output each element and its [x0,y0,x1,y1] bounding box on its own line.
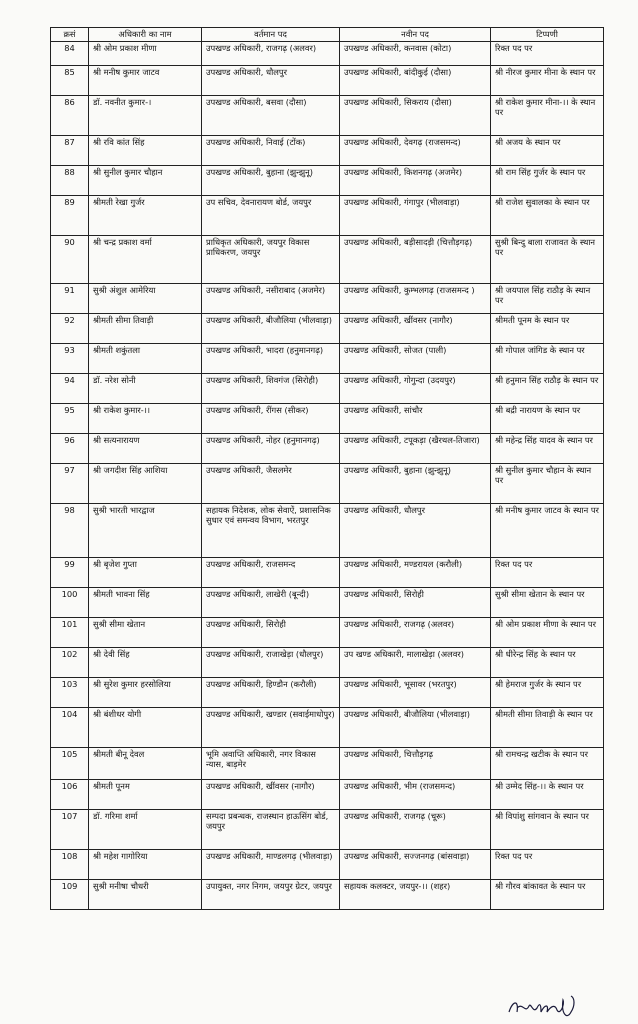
new-post-cell: उपखण्ड अधिकारी, बीजौलिया (भीलवाड़ा) [340,707,491,747]
table-row [51,41,604,65]
table-body [51,41,604,909]
new-post-cell: उपखण्ड अधिकारी, किशनगढ़ (अजमेर) [340,165,491,195]
table-row [51,433,604,463]
remark-cell: श्री धीरेन्द्र सिंह के स्थान पर [491,647,604,677]
current-post-cell: उपायुक्त, नगर निगम, जयपुर ग्रेटर, जयपुर [202,879,340,909]
officer-name-cell: श्री चन्द्र प्रकाश वर्मा [89,235,202,283]
current-post-cell: उप सचिव, देवनारायण बोर्ड, जयपुर [202,195,340,235]
new-post-cell: उपखण्ड अधिकारी, बड़ीसादड़ी (चित्तौड़गढ़) [340,235,491,283]
officer-name-cell: श्री रवि कांत सिंह [89,135,202,165]
new-post-cell: उपखण्ड अधिकारी, सिकराय (दौसा) [340,95,491,135]
officer-name-cell: श्री बृजेश गुप्ता [89,557,202,587]
officer-name-cell: श्रीमती भावना सिंह [89,587,202,617]
remark-cell: श्री विपांशु सांगवान के स्थान पर [491,809,604,849]
table-row [51,165,604,195]
current-post-cell: उपखण्ड अधिकारी, जैसलमेर [202,463,340,503]
transfer-table [50,27,604,910]
table-row [51,879,604,909]
remark-cell: रिक्त पद पर [491,41,604,65]
current-post-cell: उपखण्ड अधिकारी, बीजौलिया (भीलवाड़ा) [202,313,340,343]
new-post-cell: उपखण्ड अधिकारी, सांचौर [340,403,491,433]
serial-cell: 95 [51,403,89,433]
officer-name-cell: श्री राकेश कुमार-।। [89,403,202,433]
new-post-cell: उपखण्ड अधिकारी, खींवसर (नागौर) [340,313,491,343]
serial-cell: 90 [51,235,89,283]
new-post-cell: उपखण्ड अधिकारी, सोजत (पाली) [340,343,491,373]
serial-cell: 102 [51,647,89,677]
new-post-cell: उपखण्ड अधिकारी, कनवास (कोटा) [340,41,491,65]
new-post-cell: उपखण्ड अधिकारी, सज्जनगढ़ (बांसवाड़ा) [340,849,491,879]
remark-cell: श्री रामचन्द्र खटीक के स्थान पर [491,747,604,779]
header-officer-name: अधिकारी का नाम [89,28,202,42]
table-row [51,65,604,95]
officer-name-cell: श्री सुनील कुमार चौहान [89,165,202,195]
remark-cell: श्री सुनील कुमार चौहान के स्थान पर [491,463,604,503]
table-row [51,707,604,747]
table-row [51,95,604,135]
remark-cell: श्री उम्मेद सिंह-।। के स्थान पर [491,779,604,809]
remark-cell: श्री राजेश सुवालका के स्थान पर [491,195,604,235]
current-post-cell: उपखण्ड अधिकारी, राजसमन्द [202,557,340,587]
remark-cell: श्री राकेश कुमार मीना-।। के स्थान पर [491,95,604,135]
new-post-cell: उपखण्ड अधिकारी, गोगुन्दा (उदयपुर) [340,373,491,403]
new-post-cell: उपखण्ड अधिकारी, राजगढ़ (अलवर) [340,617,491,647]
officer-name-cell: डॉ. नरेश सोनी [89,373,202,403]
current-post-cell: प्राधिकृत अधिकारी, जयपुर विकास प्राधिकरण, जयपुर [202,235,340,283]
current-post-cell: भूमि अवाप्ति अधिकारी, नगर विकास न्यास, बाड़मेर [202,747,340,779]
serial-cell: 93 [51,343,89,373]
current-post-cell: सहायक निदेशक, लोक सेवाऐं, प्रशासनिक सुधार एवं समन्वय विभाग, भरतपुर [202,503,340,557]
table-row [51,343,604,373]
current-post-cell: उपखण्ड अधिकारी, बसवा (दौसा) [202,95,340,135]
officer-name-cell: श्री सुरेश कुमार हरसोलिया [89,677,202,707]
serial-cell: 99 [51,557,89,587]
current-post-cell: उपखण्ड अधिकारी, खण्डार (सवाईमाधोपुर) [202,707,340,747]
serial-cell: 105 [51,747,89,779]
remark-cell: श्रीमती सीमा तिवाड़ी के स्थान पर [491,707,604,747]
new-post-cell: उपखण्ड अधिकारी, भीम (राजसमन्द) [340,779,491,809]
new-post-cell: उपखण्ड अधिकारी, गंगापुर (भीलवाड़ा) [340,195,491,235]
new-post-cell: उपखण्ड अधिकारी, कुम्भलगढ़ (राजसमन्द ) [340,283,491,313]
table-row [51,617,604,647]
new-post-cell: सहायक कलक्टर, जयपुर-।। (शहर) [340,879,491,909]
officer-name-cell: श्री देवी सिंह [89,647,202,677]
officer-name-cell: डॉ. नवनीत कुमार-। [89,95,202,135]
current-post-cell: उपखण्ड अधिकारी, राजाखेड़ा (धौलपुर) [202,647,340,677]
remark-cell: श्री गौरव बांकावत के स्थान पर [491,879,604,909]
remark-cell: श्री मनीष कुमार जाटव के स्थान पर [491,503,604,557]
officer-name-cell: सुश्री सीमा खेतान [89,617,202,647]
serial-cell: 108 [51,849,89,879]
new-post-cell: उपखण्ड अधिकारी, भूसावर (भरतपुर) [340,677,491,707]
remark-cell: श्री हेमराज गुर्जर के स्थान पर [491,677,604,707]
remark-cell: श्री ओम प्रकाश मीणा के स्थान पर [491,617,604,647]
officer-name-cell: सुश्री मनीषा चौधरी [89,879,202,909]
table-row [51,587,604,617]
table-row [51,403,604,433]
header-current-post: वर्तमान पद [202,28,340,42]
serial-cell: 106 [51,779,89,809]
new-post-cell: उपखण्ड अधिकारी, बांदीकुई (दौसा) [340,65,491,95]
officer-name-cell: श्री बंशीधर योगी [89,707,202,747]
officer-name-cell: श्रीमती सीमा तिवाड़ी [89,313,202,343]
header-new-post: नवीन पद [340,28,491,42]
current-post-cell: उपखण्ड अधिकारी, निवाई (टोंक) [202,135,340,165]
current-post-cell: उपखण्ड अधिकारी, भादरा (हनुमानगढ़) [202,343,340,373]
table-row [51,503,604,557]
serial-cell: 88 [51,165,89,195]
serial-cell: 89 [51,195,89,235]
remark-cell: श्री राम सिंह गुर्जर के स्थान पर [491,165,604,195]
current-post-cell: उपखण्ड अधिकारी, नसीराबाद (अजमेर) [202,283,340,313]
remark-cell: सुश्री सीमा खेतान के स्थान पर [491,587,604,617]
new-post-cell: उपखण्ड अधिकारी, देवगढ़ (राजसमन्द) [340,135,491,165]
serial-cell: 107 [51,809,89,849]
new-post-cell: उपखण्ड अधिकारी, सिरोही [340,587,491,617]
officer-name-cell: श्रीमती पूनम [89,779,202,809]
new-post-cell: उपखण्ड अधिकारी, मण्डरायल (करौली) [340,557,491,587]
officer-name-cell: डॉ. गरिमा शर्मा [89,809,202,849]
new-post-cell: उप खण्ड अधिकारी, मालाखेड़ा (अलवर) [340,647,491,677]
table-row [51,557,604,587]
table-row [51,809,604,849]
serial-cell: 86 [51,95,89,135]
current-post-cell: उपखण्ड अधिकारी, शिवगंज (सिरोही) [202,373,340,403]
table-row [51,677,604,707]
current-post-cell: उपखण्ड अधिकारी, खींवसर (नागौर) [202,779,340,809]
officer-name-cell: श्री जगदीश सिंह आशिया [89,463,202,503]
serial-cell: 103 [51,677,89,707]
current-post-cell: उपखण्ड अधिकारी, हिण्डौन (करौली) [202,677,340,707]
table-row [51,747,604,779]
current-post-cell: उपखण्ड अधिकारी, रींगस (सीकर) [202,403,340,433]
new-post-cell: उपखण्ड अधिकारी, धौलपुर [340,503,491,557]
current-post-cell: उपखण्ड अधिकारी, सिरोही [202,617,340,647]
serial-cell: 97 [51,463,89,503]
table-row [51,647,604,677]
current-post-cell: उपखण्ड अधिकारी, बुहाना (झुन्झुनू) [202,165,340,195]
officer-name-cell: श्री महेश गागोरिया [89,849,202,879]
table-row [51,195,604,235]
officer-name-cell: सुश्री भारती भारद्वाज [89,503,202,557]
serial-cell: 94 [51,373,89,403]
table-row [51,779,604,809]
remark-cell: रिक्त पद पर [491,557,604,587]
current-post-cell: सम्पदा प्रबन्धक, राजस्थान हाऊसिंग बोर्ड, जयपुर [202,809,340,849]
current-post-cell: उपखण्ड अधिकारी, नोहर (हनुमानगढ़) [202,433,340,463]
header-remark: टिप्पणी [491,28,604,42]
serial-cell: 87 [51,135,89,165]
current-post-cell: उपखण्ड अधिकारी, धौलपुर [202,65,340,95]
new-post-cell: उपखण्ड अधिकारी, बुहाना (झुन्झुनू) [340,463,491,503]
remark-cell: श्री नीरज कुमार मीना के स्थान पर [491,65,604,95]
serial-cell: 91 [51,283,89,313]
serial-cell: 100 [51,587,89,617]
remark-cell: श्री हनुमान सिंह राठौड़ के स्थान पर [491,373,604,403]
remark-cell: श्री बद्री नारायण के स्थान पर [491,403,604,433]
remark-cell: श्री जयपाल सिंह राठौड़ के स्थान पर [491,283,604,313]
serial-cell: 84 [51,41,89,65]
serial-cell: 104 [51,707,89,747]
table-row [51,235,604,283]
new-post-cell: उपखण्ड अधिकारी, टपूकड़ा (खैरथल-तिजारा) [340,433,491,463]
current-post-cell: उपखण्ड अधिकारी, लाखेरी (बून्दी) [202,587,340,617]
new-post-cell: उपखण्ड अधिकारी, चित्तौड़गढ़ [340,747,491,779]
remark-cell: श्री अजय के स्थान पर [491,135,604,165]
table-row [51,849,604,879]
officer-name-cell: श्री मनीष कुमार जाटव [89,65,202,95]
signature [505,990,585,1020]
table-row [51,135,604,165]
serial-cell: 92 [51,313,89,343]
header-serial: क्रसं [51,28,89,42]
remark-cell: श्री गोपाल जांगिड के स्थान पर [491,343,604,373]
officer-name-cell: सुश्री अंशुल आमेरिया [89,283,202,313]
table-row [51,313,604,343]
serial-cell: 109 [51,879,89,909]
officer-name-cell: श्रीमती रेखा गुर्जर [89,195,202,235]
table-row [51,463,604,503]
serial-cell: 85 [51,65,89,95]
remark-cell: श्रीमती पूनम के स्थान पर [491,313,604,343]
remark-cell: रिक्त पद पर [491,849,604,879]
officer-name-cell: श्रीमती शकुंतला [89,343,202,373]
remark-cell: श्री महेन्द्र सिंह यादव के स्थान पर [491,433,604,463]
current-post-cell: उपखण्ड अधिकारी, माण्डलगढ़ (भीलवाड़ा) [202,849,340,879]
remark-cell: सुश्री बिन्दु बाला राजावत के स्थान पर [491,235,604,283]
officer-name-cell: श्रीमती बीनू देवल [89,747,202,779]
table-row [51,283,604,313]
header-row [51,28,604,42]
new-post-cell: उपखण्ड अधिकारी, राजगढ़ (चूरू) [340,809,491,849]
serial-cell: 98 [51,503,89,557]
serial-cell: 96 [51,433,89,463]
officer-name-cell: श्री सत्यनारायण [89,433,202,463]
current-post-cell: उपखण्ड अधिकारी, राजगढ़ (अलवर) [202,41,340,65]
table-row [51,373,604,403]
officer-name-cell: श्री ओम प्रकाश मीणा [89,41,202,65]
serial-cell: 101 [51,617,89,647]
